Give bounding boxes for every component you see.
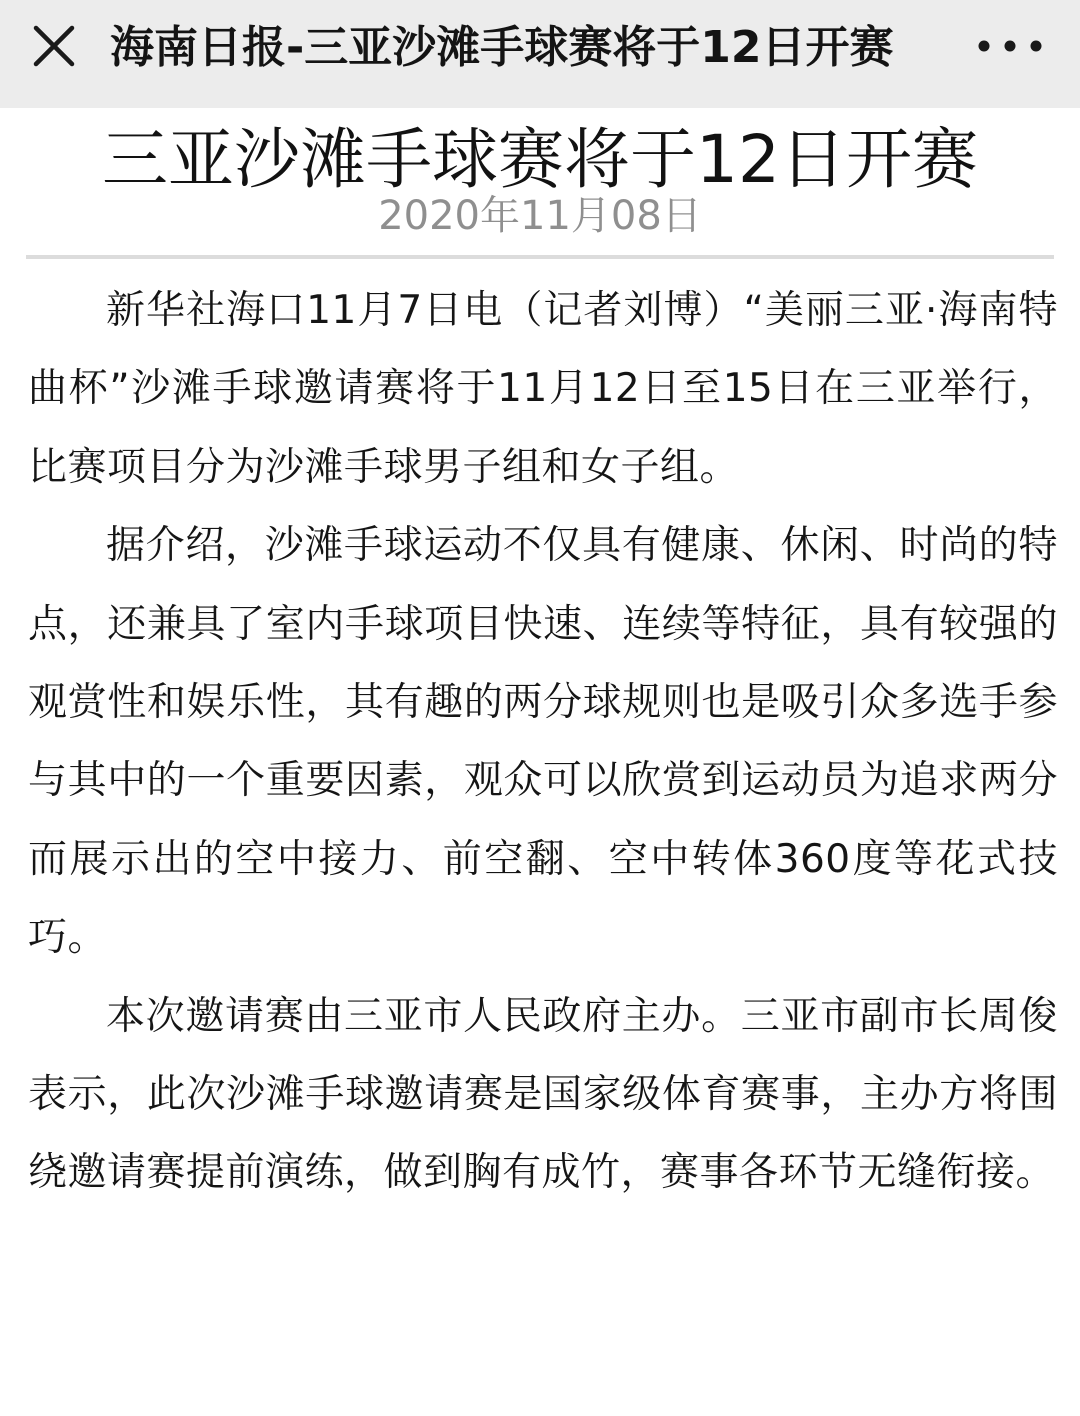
divider (26, 255, 1054, 259)
article-headline: 三亚沙滩手球赛将于12日开赛 (102, 121, 978, 198)
article-paragraph: 本次邀请赛由三亚市人民政府主办。三亚市副市长周俊表示，此次沙滩手球邀请赛是国家级体育赛事，主办方将围绕邀请赛提前演练，做到胸有成竹，赛事各环节无缝衔接。 (28, 993, 1058, 1196)
article-paragraph: 据介绍，沙滩手球运动不仅具有健康、休闲、时尚的特点，还兼具了室内手球项目快速、连续等特征，具有较强的观赏性和娱乐性，其有趣的两分球规则也是吸引众多选手参与其中的一个重要因素，观众可以欣赏到运动员为追求两分而展示出的空中接力、前空翻、空中转体360度等花式技巧。 (28, 523, 1058, 961)
more-horizontal-icon (966, 22, 1054, 70)
top-navigation-bar (0, 0, 1080, 108)
article-body (28, 272, 1058, 1213)
close-button[interactable] (26, 18, 82, 74)
more-options-button[interactable] (966, 22, 1054, 70)
window-title: 海南日报-三亚沙滩手球赛将于12日开赛 (110, 22, 894, 73)
article-paragraph: 新华社海口11月7日电（记者刘博）“美丽三亚·海南特曲杯”沙滩手球邀请赛将于11月12日至15日在三亚举行，比赛项目分为沙滩手球男子组和女子组。 (28, 288, 1058, 490)
publish-date: 2020年11月08日 (378, 193, 702, 239)
close-icon (26, 18, 82, 74)
